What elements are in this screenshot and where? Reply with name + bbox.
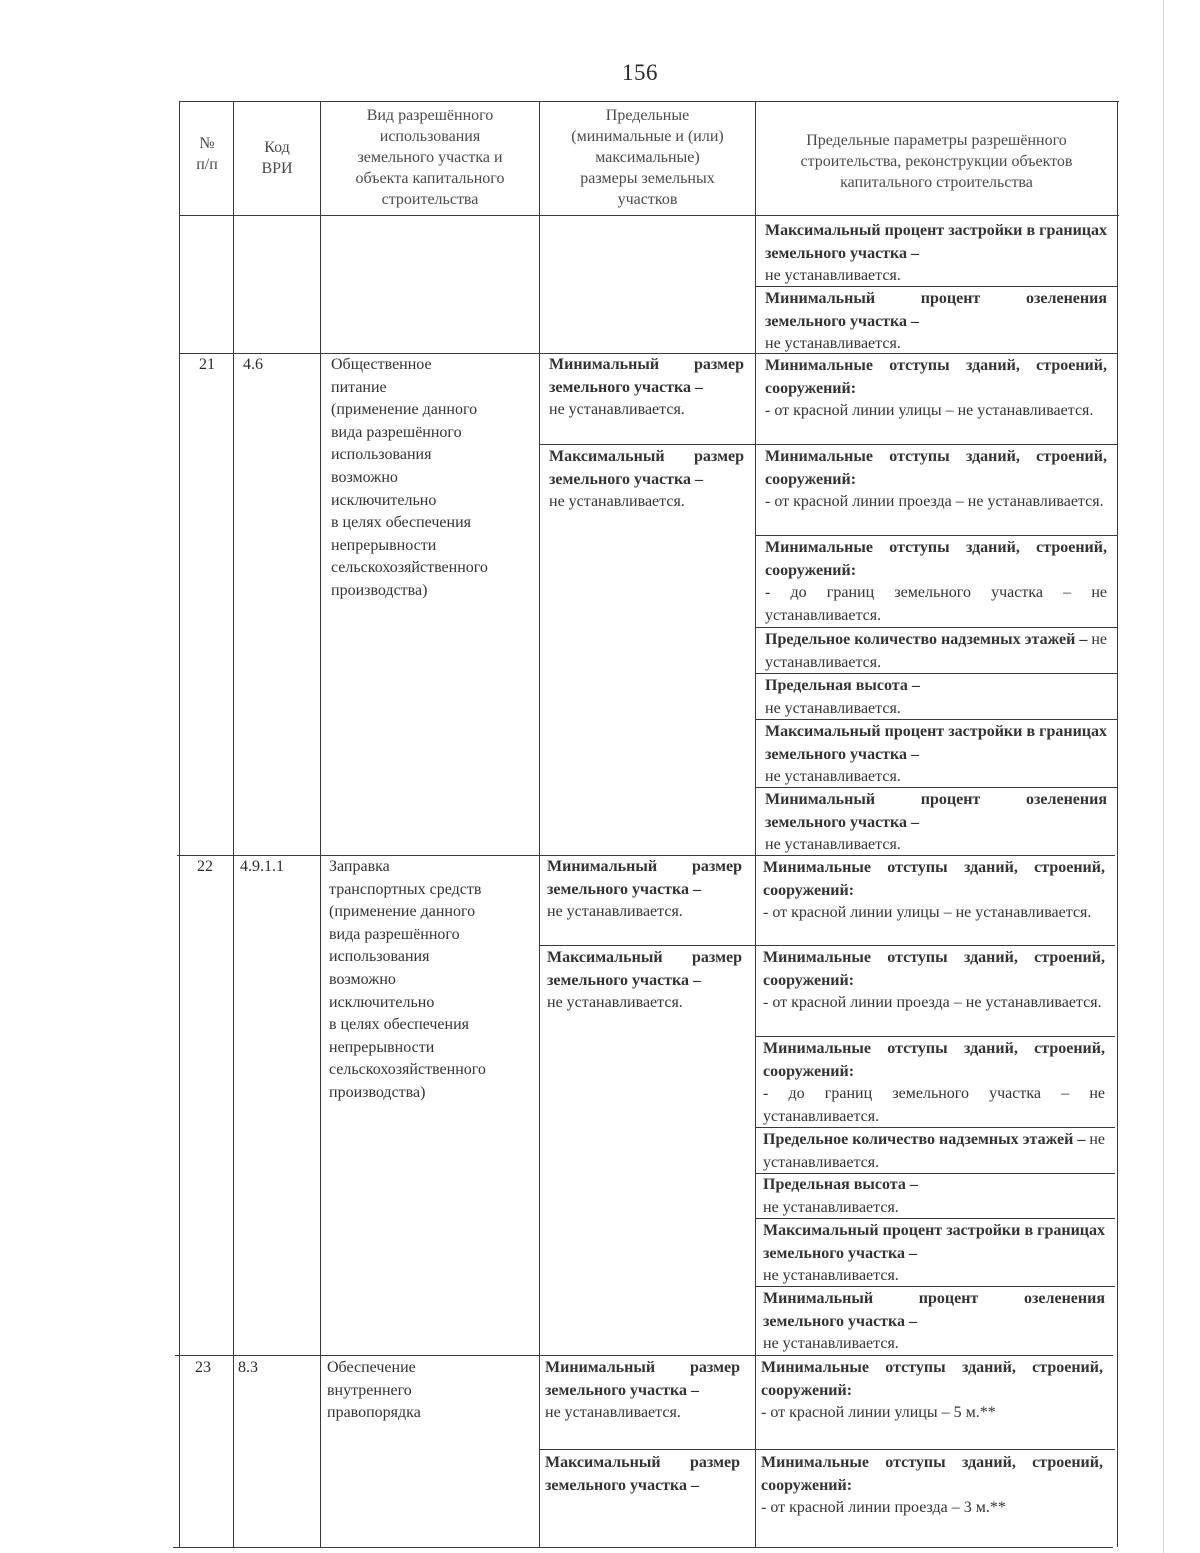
- param-title: Минимальные отступы зданий, строений, сооружений:: [765, 357, 1107, 397]
- param-cell: [765, 220, 1107, 288]
- param-cell: [765, 288, 1107, 356]
- param-title: Минимальные отступы зданий, строений, сооружений:: [761, 1359, 1103, 1399]
- param-value: не устанавливается.: [765, 335, 901, 353]
- row-number: 23: [195, 1359, 211, 1376]
- param-title: Максимальный процент застройки в границах земельного участка –: [765, 723, 1107, 763]
- size-sep: [539, 444, 755, 445]
- param-cell: [763, 1288, 1105, 1356]
- param-value: не устанавливается.: [765, 267, 901, 285]
- param-title: Предельная высота –: [763, 1176, 918, 1193]
- col-border-sizes: [755, 101, 756, 1547]
- param-title: Минимальные отступы зданий, строений, сооружений:: [761, 1454, 1103, 1494]
- param-value: не устанавливается.: [763, 1198, 899, 1216]
- min-size-cell: [547, 856, 742, 924]
- vri-code: 8.3: [238, 1359, 258, 1376]
- size-title: Минимальный размер земельного участка –: [545, 1359, 740, 1399]
- param-value: - до границ земельного участка – не устанавливается.: [763, 1085, 1105, 1125]
- param-cell: [765, 789, 1107, 857]
- param-cell: [763, 1174, 1105, 1219]
- col-border-code: [320, 101, 321, 1547]
- param-title: Предельная высота –: [765, 677, 920, 694]
- size-title: Максимальный размер земельного участка –: [547, 949, 742, 989]
- param-cell: [765, 446, 1107, 514]
- param-cell: [763, 947, 1105, 1015]
- size-title: Минимальный размер земельного участка –: [547, 858, 742, 898]
- max-size-cell: [547, 947, 742, 1015]
- param-value: не устанавливается.: [765, 699, 901, 717]
- header-sizes: Предельные (минимальные и (или) максимальные) размеры земельных участков: [571, 107, 724, 208]
- row-number: 22: [197, 858, 213, 875]
- param-value: - от красной линии проезда – не устанавливается.: [765, 493, 1104, 511]
- param-title: Предельное количество надземных этажей –: [765, 631, 1088, 648]
- header-num: № п/п: [196, 135, 218, 173]
- page-number: 156: [622, 60, 658, 85]
- table-bottom-border: [173, 1547, 1113, 1548]
- col-border-right: [1117, 101, 1118, 1547]
- param-value: - от красной линии улицы – не устанавливается.: [765, 402, 1094, 420]
- param-value: - от красной линии проезда – не устанавливается.: [763, 994, 1102, 1012]
- param-value: - от красной линии проезда – 3 м.**: [761, 1499, 1006, 1517]
- param-cell: [763, 1220, 1105, 1288]
- param-value: не устанавливается.: [763, 1131, 1105, 1171]
- param-value: - от красной линии улицы – 5 м.**: [761, 1404, 996, 1422]
- param-title: Минимальный процент озеленения земельного участка –: [765, 791, 1107, 831]
- param-value: не устанавливается.: [763, 1267, 899, 1285]
- header-type: Вид разрешённого использования земельного участка и объекта капитального строительства: [355, 107, 505, 208]
- header-params: Предельные параметры разрешённого строительства, реконструкции объектов капитального строительства: [800, 132, 1073, 191]
- min-size-cell: [549, 354, 744, 422]
- size-title: Минимальный размер земельного участка –: [549, 356, 744, 396]
- size-sep: [539, 945, 755, 946]
- param-cell: [765, 537, 1107, 627]
- size-title: Максимальный размер земельного участка –: [545, 1454, 740, 1494]
- param-sep: [755, 945, 1115, 946]
- param-value: - от красной линии улицы – не устанавливается.: [763, 904, 1092, 922]
- param-cell: [761, 1452, 1103, 1520]
- row-number: 21: [199, 356, 215, 373]
- param-cell: [761, 1357, 1103, 1425]
- size-value: не устанавливается.: [549, 493, 685, 511]
- vri-type: Обеспечение внутреннего правопорядка: [327, 1359, 421, 1422]
- param-value: не устанавливается.: [763, 1335, 899, 1353]
- scan-edge-line: [1163, 0, 1164, 1553]
- col-border-left: [179, 101, 180, 1547]
- param-value: не устанавливается.: [765, 631, 1107, 671]
- param-title: Минимальные отступы зданий, строений, сооружений:: [765, 448, 1107, 488]
- param-cell: [765, 675, 1107, 720]
- param-cell: [763, 1129, 1105, 1174]
- param-cell: [765, 629, 1107, 674]
- param-value: не устанавливается.: [765, 836, 901, 854]
- param-title: Минимальные отступы зданий, строений, сооружений:: [763, 859, 1105, 899]
- param-sep: [755, 535, 1117, 536]
- vri-type: Общественное питание (применение данного вида разрешённого использования возможно исключительно в целях обеспечения непрерывности сельскохозяйственного производства): [331, 356, 488, 599]
- param-title: Минимальный процент озеленения земельного участка –: [763, 1290, 1105, 1330]
- vri-type: Заправка транспортных средств (применение данного вида разрешённого использования возможно исключительно в целях обеспечения непрерывности сельскохозяйственного производства): [329, 858, 486, 1101]
- param-title: Минимальный процент озеленения земельного участка –: [765, 290, 1107, 330]
- size-value: не устанавливается.: [547, 994, 683, 1012]
- size-title: Максимальный размер земельного участка –: [549, 448, 744, 488]
- col-border-type: [539, 101, 540, 1547]
- param-title: Минимальные отступы зданий, строений, сооружений:: [763, 949, 1105, 989]
- param-value: - до границ земельного участка – не устанавливается.: [765, 584, 1107, 624]
- param-title: Минимальные отступы зданий, строений, сооружений:: [763, 1040, 1105, 1080]
- size-sep: [539, 1449, 1115, 1450]
- param-cell: [765, 355, 1107, 423]
- size-value: не устанавливается.: [547, 903, 683, 921]
- vri-code: 4.9.1.1: [240, 858, 284, 875]
- param-sep: [755, 444, 1117, 445]
- size-value: не устанавливается.: [549, 401, 685, 419]
- param-title: Предельное количество надземных этажей –: [763, 1131, 1086, 1148]
- param-sep: [755, 1036, 1115, 1037]
- param-cell: [763, 1038, 1105, 1128]
- size-value: не устанавливается.: [545, 1404, 681, 1422]
- col-border-num: [233, 101, 234, 1547]
- header-code: Код ВРИ: [261, 139, 293, 177]
- param-title: Максимальный процент застройки в границах земельного участка –: [765, 222, 1107, 262]
- min-size-cell: [545, 1357, 740, 1425]
- param-value: не устанавливается.: [765, 768, 901, 786]
- param-cell: [765, 721, 1107, 789]
- max-size-cell: [549, 446, 744, 514]
- vri-code: 4.6: [243, 356, 263, 373]
- param-cell: [763, 857, 1105, 925]
- max-size-cell: [545, 1452, 740, 1497]
- param-title: Максимальный процент застройки в границах земельного участка –: [763, 1222, 1105, 1262]
- param-title: Минимальные отступы зданий, строений, сооружений:: [765, 539, 1107, 579]
